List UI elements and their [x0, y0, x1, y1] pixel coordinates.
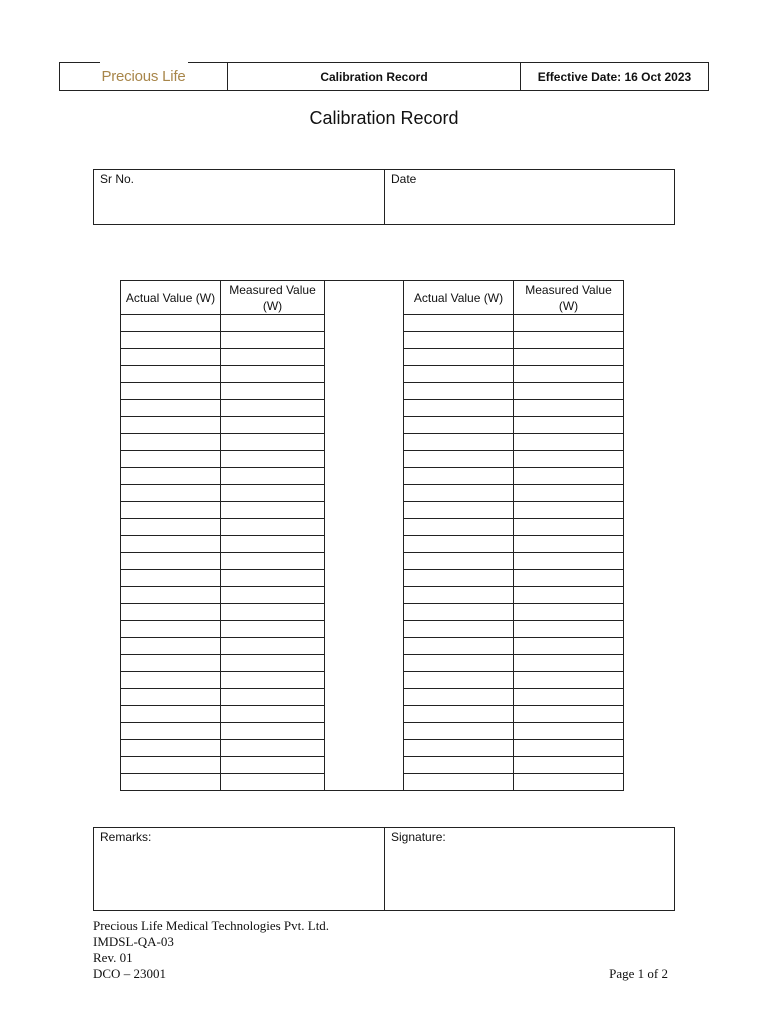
measured-value-right-cell[interactable]	[514, 383, 624, 400]
spacer-cell	[325, 332, 404, 349]
table-row	[121, 672, 624, 689]
header-title: Calibration Record	[228, 63, 521, 90]
table-row	[121, 315, 624, 332]
table-row	[121, 468, 624, 485]
actual-value-left-cell[interactable]	[121, 366, 221, 383]
remarks-label: Remarks:	[100, 830, 152, 844]
actual-value-left-cell[interactable]	[121, 774, 221, 791]
spacer-cell	[325, 689, 404, 706]
measured-value-left-cell[interactable]	[221, 434, 325, 451]
measured-value-right-cell[interactable]	[514, 587, 624, 604]
calibration-table	[120, 280, 624, 791]
sr-no-field[interactable]	[94, 170, 385, 224]
table-row	[121, 400, 624, 417]
spacer-cell	[325, 366, 404, 383]
measured-value-left-cell[interactable]	[221, 604, 325, 621]
measured-value-left-cell[interactable]	[221, 587, 325, 604]
measured-value-right-cell[interactable]	[514, 519, 624, 536]
table-row	[121, 740, 624, 757]
actual-value-right-cell[interactable]	[404, 519, 514, 536]
table-row	[121, 570, 624, 587]
table-row	[121, 417, 624, 434]
measured-value-left-cell[interactable]	[221, 400, 325, 417]
page-title: Calibration Record	[309, 108, 459, 128]
actual-value-left-cell[interactable]	[121, 723, 221, 740]
col-measured-value-right: Measured Value (W)	[514, 281, 624, 315]
col-spacer	[325, 281, 404, 315]
actual-value-right-cell[interactable]	[404, 332, 514, 349]
table-row	[121, 332, 624, 349]
measured-value-right-cell[interactable]	[514, 536, 624, 553]
footer-doc-code: IMDSL-QA-03	[93, 934, 174, 949]
actual-value-right-cell[interactable]	[404, 655, 514, 672]
measured-value-left-cell[interactable]	[221, 519, 325, 536]
spacer-cell	[325, 621, 404, 638]
table-row	[121, 366, 624, 383]
actual-value-right-cell[interactable]	[404, 400, 514, 417]
actual-value-left-cell[interactable]	[121, 740, 221, 757]
measured-value-right-cell[interactable]	[514, 706, 624, 723]
table-row	[121, 502, 624, 519]
spacer-cell	[325, 774, 404, 791]
remarks-field[interactable]	[94, 828, 385, 910]
measured-value-right-cell[interactable]	[514, 740, 624, 757]
spacer-cell	[325, 349, 404, 366]
actual-value-left-cell[interactable]	[121, 519, 221, 536]
table-row	[121, 723, 624, 740]
measured-value-right-cell[interactable]	[514, 400, 624, 417]
col-actual-value-right: Actual Value (W)	[404, 281, 514, 315]
col-measured-value-left: Measured Value (W)	[221, 281, 325, 315]
actual-value-right-cell[interactable]	[404, 434, 514, 451]
measured-value-right-cell[interactable]	[514, 451, 624, 468]
measured-value-right-cell[interactable]	[514, 655, 624, 672]
effective-date: Effective Date: 16 Oct 2023	[537, 69, 692, 84]
measured-value-right-cell[interactable]	[514, 672, 624, 689]
actual-value-right-cell[interactable]	[404, 723, 514, 740]
table-row	[121, 553, 624, 570]
measured-value-right-cell[interactable]	[514, 434, 624, 451]
table-row	[121, 451, 624, 468]
date-label: Date	[391, 172, 417, 186]
date-field[interactable]	[385, 170, 674, 224]
actual-value-right-cell[interactable]	[404, 553, 514, 570]
document-footer	[93, 918, 329, 982]
actual-value-left-cell[interactable]	[121, 706, 221, 723]
spacer-cell	[325, 587, 404, 604]
actual-value-left-cell[interactable]	[121, 434, 221, 451]
spacer-cell	[325, 672, 404, 689]
table-row	[121, 434, 624, 451]
spacer-cell	[325, 723, 404, 740]
spacer-cell	[325, 570, 404, 587]
signature-label: Signature:	[391, 830, 446, 844]
actual-value-left-cell[interactable]	[121, 672, 221, 689]
measured-value-left-cell[interactable]	[221, 570, 325, 587]
actual-value-left-cell[interactable]	[121, 638, 221, 655]
measured-value-left-cell[interactable]	[221, 774, 325, 791]
actual-value-right-cell[interactable]	[404, 604, 514, 621]
actual-value-left-cell[interactable]	[121, 587, 221, 604]
measured-value-left-cell[interactable]	[221, 638, 325, 655]
measured-value-left-cell[interactable]	[221, 723, 325, 740]
footer-dco: DCO – 23001	[93, 966, 166, 981]
table-row	[121, 689, 624, 706]
measured-value-right-cell[interactable]	[514, 315, 624, 332]
measured-value-right-cell[interactable]	[514, 366, 624, 383]
table-row	[121, 604, 624, 621]
measured-value-left-cell[interactable]	[221, 417, 325, 434]
spacer-cell	[325, 638, 404, 655]
actual-value-right-cell[interactable]	[404, 366, 514, 383]
measured-value-left-cell[interactable]	[221, 315, 325, 332]
actual-value-right-cell[interactable]	[404, 689, 514, 706]
logo-text: Precious Life	[101, 68, 186, 85]
measured-value-left-cell[interactable]	[221, 349, 325, 366]
measured-value-right-cell[interactable]	[514, 604, 624, 621]
spacer-cell	[325, 485, 404, 502]
actual-value-right-cell[interactable]	[404, 536, 514, 553]
actual-value-right-cell[interactable]	[404, 315, 514, 332]
measured-value-right-cell[interactable]	[514, 417, 624, 434]
measured-value-left-cell[interactable]	[221, 655, 325, 672]
table-row	[121, 349, 624, 366]
serial-date-box	[93, 169, 675, 225]
spacer-cell	[325, 706, 404, 723]
actual-value-right-cell[interactable]	[404, 485, 514, 502]
actual-value-left-cell[interactable]	[121, 332, 221, 349]
actual-value-left-cell[interactable]	[121, 621, 221, 638]
page-number: Page 1 of 2	[609, 966, 668, 981]
spacer-cell	[325, 451, 404, 468]
actual-value-left-cell[interactable]	[121, 604, 221, 621]
measured-value-left-cell[interactable]	[221, 383, 325, 400]
measured-value-right-cell[interactable]	[514, 349, 624, 366]
spacer-cell	[325, 315, 404, 332]
table-row	[121, 757, 624, 774]
measured-value-right-cell[interactable]	[514, 757, 624, 774]
actual-value-right-cell[interactable]	[404, 587, 514, 604]
actual-value-right-cell[interactable]	[404, 417, 514, 434]
spacer-cell	[325, 553, 404, 570]
actual-value-right-cell[interactable]	[404, 349, 514, 366]
measured-value-right-cell[interactable]	[514, 502, 624, 519]
actual-value-right-cell[interactable]	[404, 451, 514, 468]
table-header-row	[121, 281, 624, 315]
measured-value-right-cell[interactable]	[514, 723, 624, 740]
spacer-cell	[325, 655, 404, 672]
spacer-cell	[325, 400, 404, 417]
measured-value-right-cell[interactable]	[514, 553, 624, 570]
actual-value-left-cell[interactable]	[121, 757, 221, 774]
measured-value-left-cell[interactable]	[221, 621, 325, 638]
actual-value-left-cell[interactable]	[121, 536, 221, 553]
measured-value-left-cell[interactable]	[221, 332, 325, 349]
actual-value-right-cell[interactable]	[404, 638, 514, 655]
measured-value-right-cell[interactable]	[514, 689, 624, 706]
spacer-cell	[325, 417, 404, 434]
table-row	[121, 519, 624, 536]
measured-value-left-cell[interactable]	[221, 468, 325, 485]
actual-value-left-cell[interactable]	[121, 553, 221, 570]
measured-value-left-cell[interactable]	[221, 485, 325, 502]
table-row	[121, 655, 624, 672]
measured-value-left-cell[interactable]	[221, 553, 325, 570]
spacer-cell	[325, 536, 404, 553]
actual-value-right-cell[interactable]	[404, 621, 514, 638]
measured-value-left-cell[interactable]	[221, 740, 325, 757]
actual-value-right-cell[interactable]	[404, 706, 514, 723]
measured-value-left-cell[interactable]	[221, 366, 325, 383]
actual-value-left-cell[interactable]	[121, 383, 221, 400]
actual-value-left-cell[interactable]	[121, 451, 221, 468]
measured-value-right-cell[interactable]	[514, 332, 624, 349]
actual-value-left-cell[interactable]	[121, 468, 221, 485]
actual-value-left-cell[interactable]	[121, 400, 221, 417]
measured-value-left-cell[interactable]	[221, 757, 325, 774]
spacer-cell	[325, 519, 404, 536]
actual-value-right-cell[interactable]	[404, 757, 514, 774]
measured-value-right-cell[interactable]	[514, 638, 624, 655]
measured-value-right-cell[interactable]	[514, 621, 624, 638]
footer-company: Precious Life Medical Technologies Pvt. Ltd.	[93, 918, 330, 933]
spacer-cell	[325, 502, 404, 519]
measured-value-left-cell[interactable]	[221, 689, 325, 706]
table-row	[121, 774, 624, 791]
table-row	[121, 383, 624, 400]
actual-value-left-cell[interactable]	[121, 485, 221, 502]
actual-value-right-cell[interactable]	[404, 502, 514, 519]
spacer-cell	[325, 604, 404, 621]
actual-value-left-cell[interactable]	[121, 570, 221, 587]
sr-no-label: Sr No.	[100, 172, 135, 186]
spacer-cell	[325, 383, 404, 400]
actual-value-right-cell[interactable]	[404, 672, 514, 689]
table-row	[121, 621, 624, 638]
actual-value-right-cell[interactable]	[404, 570, 514, 587]
actual-value-left-cell[interactable]	[121, 689, 221, 706]
actual-value-left-cell[interactable]	[121, 349, 221, 366]
col-actual-value-left: Actual Value (W)	[121, 281, 221, 315]
measured-value-right-cell[interactable]	[514, 570, 624, 587]
measured-value-right-cell[interactable]	[514, 774, 624, 791]
actual-value-right-cell[interactable]	[404, 774, 514, 791]
spacer-cell	[325, 434, 404, 451]
table-row	[121, 638, 624, 655]
measured-value-right-cell[interactable]	[514, 485, 624, 502]
measured-value-left-cell[interactable]	[221, 706, 325, 723]
table-row	[121, 485, 624, 502]
table-row	[121, 587, 624, 604]
measured-value-left-cell[interactable]	[221, 502, 325, 519]
actual-value-left-cell[interactable]	[121, 417, 221, 434]
table-row	[121, 536, 624, 553]
document-header	[59, 62, 709, 91]
measured-value-left-cell[interactable]	[221, 451, 325, 468]
actual-value-right-cell[interactable]	[404, 468, 514, 485]
measured-value-right-cell[interactable]	[514, 468, 624, 485]
spacer-cell	[325, 740, 404, 757]
table-row	[121, 706, 624, 723]
footer-revision: Rev. 01	[93, 950, 133, 965]
actual-value-left-cell[interactable]	[121, 655, 221, 672]
signature-field[interactable]	[385, 828, 674, 910]
logo-top-mark	[100, 60, 188, 65]
actual-value-left-cell[interactable]	[121, 315, 221, 332]
measured-value-left-cell[interactable]	[221, 672, 325, 689]
measured-value-left-cell[interactable]	[221, 536, 325, 553]
actual-value-left-cell[interactable]	[121, 502, 221, 519]
actual-value-right-cell[interactable]	[404, 740, 514, 757]
remarks-signature-box	[93, 827, 675, 911]
company-logo	[60, 63, 228, 90]
table-body	[121, 315, 624, 791]
actual-value-right-cell[interactable]	[404, 383, 514, 400]
spacer-cell	[325, 757, 404, 774]
spacer-cell	[325, 468, 404, 485]
